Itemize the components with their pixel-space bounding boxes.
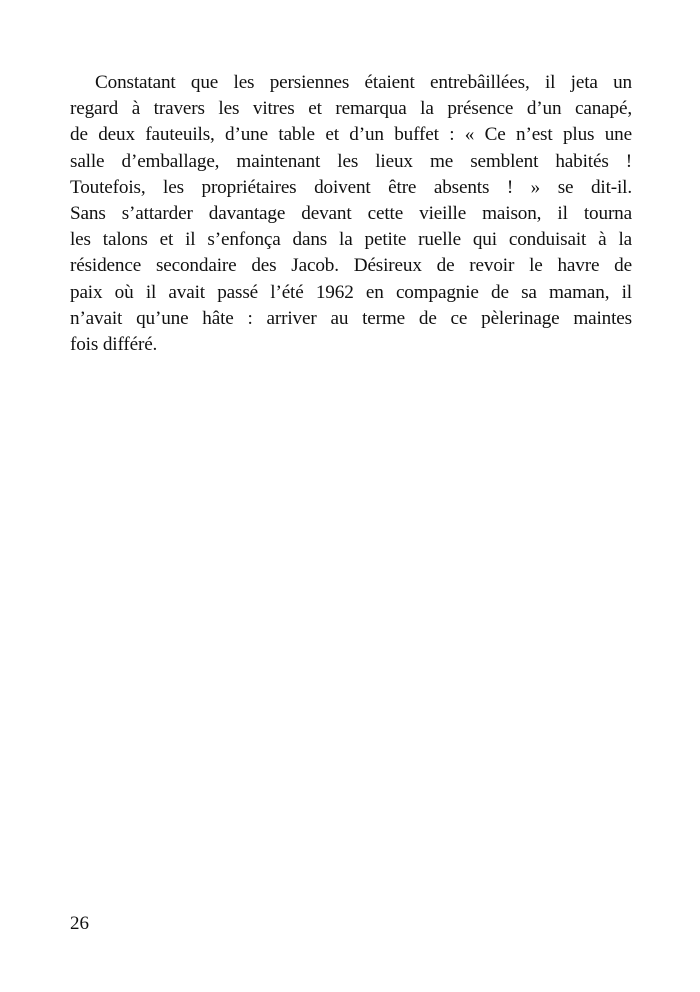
paragraph-line: regard à travers les vitres et remarqua la présence d’un canapé, — [70, 98, 632, 120]
paragraph-line: de deux fauteuils, d’une table et d’un buffet : « Ce n’est plus une — [70, 124, 632, 146]
paragraph-line: résidence secondaire des Jacob. Désireux de revoir le havre de — [70, 255, 632, 277]
paragraph-line: les talons et il s’enfonça dans la petite ruelle qui conduisait à la — [70, 229, 632, 251]
paragraph-line: paix où il avait passé l’été 1962 en compagnie de sa maman, il — [70, 281, 632, 303]
paragraph-line: n’avait qu’une hâte : arriver au terme de ce pèlerinage maintes — [70, 307, 632, 329]
body-paragraph — [70, 70, 632, 358]
paragraph-line: Constatant que les persiennes étaient entrebâillées, il jeta un — [95, 72, 632, 93]
paragraph-line: Sans s’attarder davantage devant cette vieille maison, il tourna — [70, 202, 632, 224]
paragraph-line: salle d’emballage, maintenant les lieux me semblent habités ! — [70, 150, 632, 172]
paragraph-line: Toutefois, les propriétaires doivent être absents ! » se dit-il. — [70, 176, 632, 198]
paragraph-line: fois différé. — [70, 333, 158, 355]
page-number: 26 — [70, 913, 89, 934]
